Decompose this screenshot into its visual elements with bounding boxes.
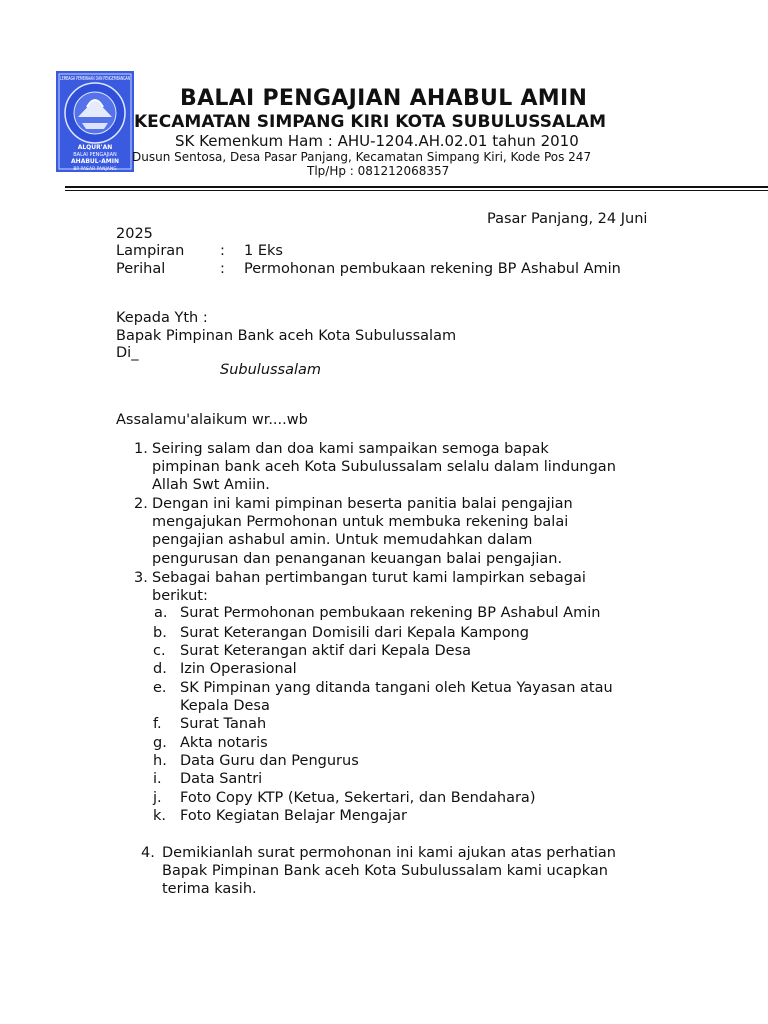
salutation: Assalamu'alaikum wr....wb: [116, 412, 308, 428]
place-date-year: 2025: [116, 226, 153, 242]
stamp-line3-text: AHABUL-AMIN: [71, 158, 119, 165]
letterhead-title: BALAI PENGAJIAN AHABUL AMIN: [180, 86, 588, 111]
sub-item-text: SK Pimpinan yang ditanda tangani oleh Ketua Yayasan atau: [180, 680, 613, 696]
sub-item-letter: d.: [153, 661, 167, 677]
item-1-line: Seiring salam dan doa kami sampaikan semoga bapak: [152, 441, 549, 457]
perihal-value: Permohonan pembukaan rekening BP Ashabul Amin: [244, 261, 621, 277]
letterhead-sk-number: SK Kemenkum Ham : AHU-1204.AH.02.01 tahun 2010: [175, 132, 579, 150]
lampiran-value: 1 Eks: [244, 243, 283, 259]
sub-item-letter: f.: [153, 716, 162, 732]
sub-item-text: Surat Keterangan aktif dari Kepala Desa: [180, 643, 472, 659]
perihal-colon: :: [220, 261, 225, 277]
item-4-line: Demikianlah surat permohonan ini kami ajukan atas perhatian: [162, 845, 616, 861]
sub-item-text: Data Santri: [180, 771, 263, 787]
sub-item-letter: e.: [153, 680, 167, 696]
item-4-line: Bapak Pimpinan Bank aceh Kota Subulussalam kami ucapkan: [162, 863, 608, 879]
sub-item-letter: c.: [153, 643, 166, 659]
sub-item-letter: h.: [153, 753, 167, 769]
stamp-mid-text: ALQUR'AN: [77, 144, 113, 151]
sub-item-text: Foto Kegiatan Belajar Mengajar: [180, 808, 407, 824]
item-3-number: 3.: [134, 570, 148, 586]
sub-item-text: Kepala Desa: [180, 698, 270, 714]
lampiran-label: Lampiran: [116, 243, 185, 259]
letterhead-phone: Tlp/Hp : 081212068357: [307, 164, 450, 178]
sub-item-text: Izin Operasional: [180, 661, 297, 677]
sub-item-letter: k.: [153, 808, 167, 824]
item-1-line: pimpinan bank aceh Kota Subulussalam selalu dalam lindungan: [152, 459, 616, 475]
sub-item-text: Surat Keterangan Domisili dari Kepala Kampong: [180, 625, 529, 641]
stamp-line4-text: BP PASAR PANJANG: [73, 167, 117, 172]
perihal-label: Perihal: [116, 261, 166, 277]
stamp-line2-text: BALAI PENGAJIAN: [73, 152, 117, 158]
recipient-greeting: Kepada Yth :: [116, 310, 208, 326]
institution-stamp-logo: [56, 71, 134, 172]
item-1-number: 1.: [134, 441, 148, 457]
letterhead-subtitle: KECAMATAN SIMPANG KIRI KOTA SUBULUSSALAM: [134, 112, 607, 132]
sub-item-letter: b.: [153, 625, 167, 641]
item-4-line: terima kasih.: [162, 881, 257, 897]
recipient-di: Di_: [116, 345, 139, 361]
letterhead-divider-thin: [65, 190, 768, 191]
sub-item-letter: j.: [153, 790, 162, 806]
item-2-line: pengurusan dan penanganan keuangan balai pengajian.: [152, 551, 563, 567]
place-date: Pasar Panjang, 24 Juni: [487, 211, 648, 227]
item-2-line: Dengan ini kami pimpinan beserta panitia balai pengajian: [152, 496, 573, 512]
sub-item-text: Data Guru dan Pengurus: [180, 753, 359, 769]
item-3-line: berikut:: [152, 588, 208, 604]
item-2-line: pengajian ashabul amin. Untuk memudahkan dalam: [152, 532, 533, 548]
sub-item-text: Surat Permohonan pembukaan rekening BP Ashabul Amin: [180, 605, 601, 621]
lampiran-colon: :: [220, 243, 225, 259]
item-4-number: 4.: [141, 845, 155, 861]
sub-item-letter: a.: [154, 605, 168, 621]
sub-item-text: Akta notaris: [180, 735, 268, 751]
sub-item-text: Foto Copy KTP (Ketua, Sekertari, dan Bendahara): [180, 790, 536, 806]
letterhead-address: Dusun Sentosa, Desa Pasar Panjang, Kecamatan Simpang Kiri, Kode Pos 247: [132, 150, 592, 164]
sub-item-letter: g.: [153, 735, 167, 751]
item-1-line: Allah Swt Amiin.: [152, 477, 270, 493]
sub-item-letter: i.: [153, 771, 162, 787]
stamp-top-text: LEMBAGA PEMBINAAN DAN PENGEMBANGAN: [60, 76, 131, 82]
recipient-city: Subulussalam: [220, 362, 322, 378]
item-2-number: 2.: [134, 496, 148, 512]
letterhead-divider-thick: [65, 186, 768, 188]
item-3-line: Sebagai bahan pertimbangan turut kami lampirkan sebagai: [152, 570, 586, 586]
item-2-line: mengajukan Permohonan untuk membuka rekening balai: [152, 514, 569, 530]
sub-item-text: Surat Tanah: [180, 716, 267, 732]
recipient-name: Bapak Pimpinan Bank aceh Kota Subulussalam: [116, 328, 457, 344]
